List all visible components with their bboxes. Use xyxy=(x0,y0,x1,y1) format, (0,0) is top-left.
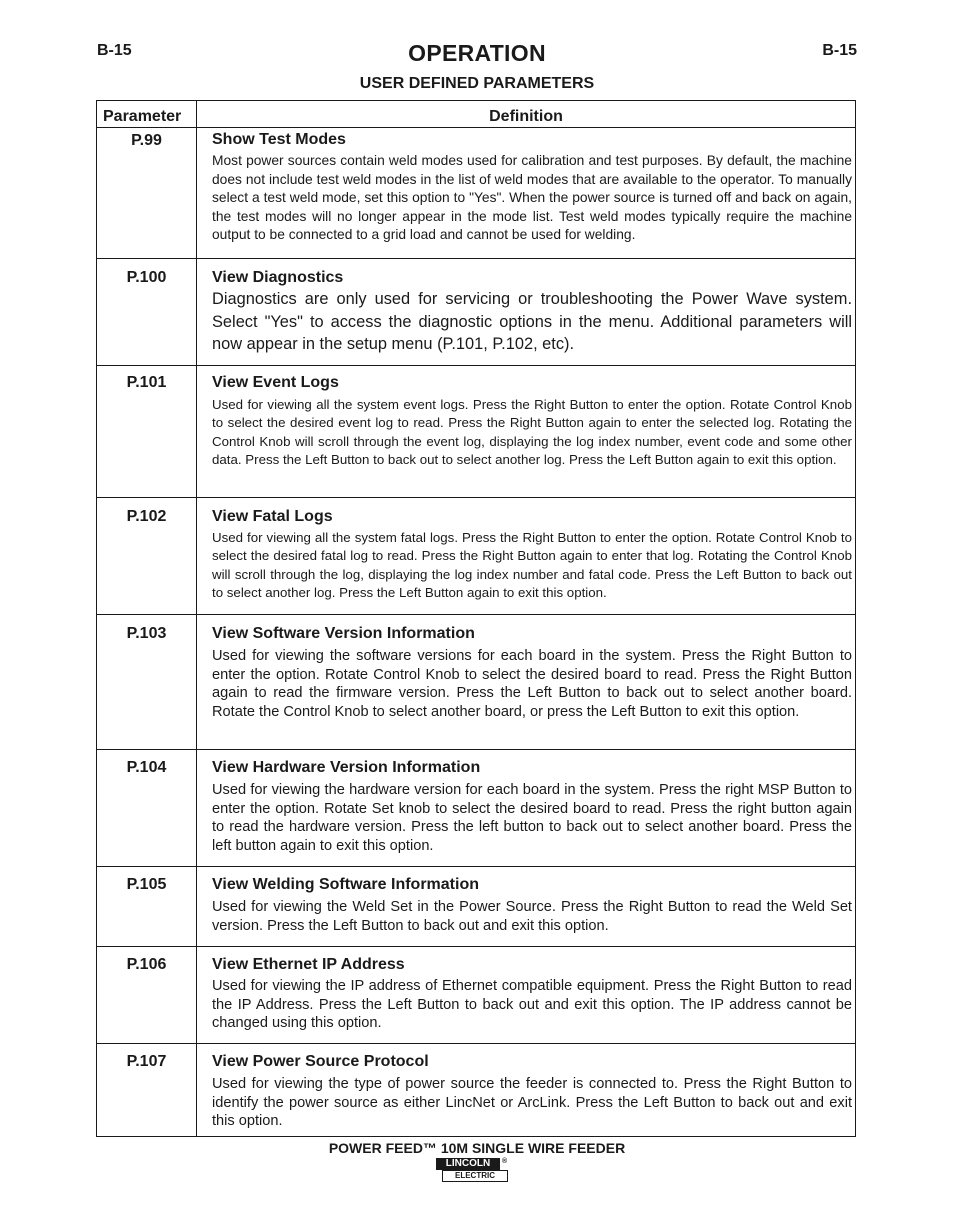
row-title: View Welding Software Information xyxy=(212,876,479,893)
row-divider xyxy=(97,497,855,498)
parameter-code: P.103 xyxy=(126,625,167,642)
row-title: View Diagnostics xyxy=(212,269,344,286)
parameter-code: P.102 xyxy=(126,508,167,525)
column-header-parameter: Parameter xyxy=(103,108,182,125)
parameter-code: P.104 xyxy=(126,759,167,776)
row-text: Used for viewing all the system fatal logs. Press the Right Button to enter the option. Rotate Control Knob to select the desired fatal log to read. Press the Right Button again to enter that log. Rotating the Control Knob will scroll through the log, displaying the log index number and fatal code. Press the Left Button to back out to select another log. Press the Left Button again to exit this option. xyxy=(212,530,852,601)
row-title: View Ethernet IP Address xyxy=(212,956,405,973)
row-title: Show Test Modes xyxy=(212,131,346,148)
logo-bottom-text: ELECTRIC xyxy=(442,1170,508,1182)
row-text: Used for viewing the type of power source the feeder is connected to. Press the Right Button to identify the power source as either LincNet or ArcLink. Press the Left Button to back out and exit this option. xyxy=(212,1076,852,1129)
parameters-table xyxy=(96,100,856,1137)
row-title: View Fatal Logs xyxy=(212,508,333,525)
row-text: Used for viewing the software versions for each board in the system. Press the Right Button to enter the option. Rotate Control Knob to select the desired board to read. Press the Right Button again to read the firmware version. Press the Left Button to back out to select another board. Rotate the Control Knob to select another board, or press the Left Button to exit this option. xyxy=(212,648,852,720)
parameter-code: P.105 xyxy=(126,876,167,893)
parameter-code: P.100 xyxy=(126,269,167,286)
page-code-left: B-15 xyxy=(97,42,132,59)
parameter-code: P.106 xyxy=(126,956,167,973)
parameter-code: P.107 xyxy=(126,1053,167,1070)
row-divider xyxy=(97,614,855,615)
row-text: Diagnostics are only used for servicing or troubleshooting the Power Wave system. Select "Yes" to access the diagnostic options in the menu. Additional parameters will now appear in the setup menu (P.101, P.102, etc). xyxy=(212,290,852,353)
row-divider xyxy=(97,946,855,947)
row-divider xyxy=(97,749,855,750)
row-text: Used for viewing all the system event logs. Press the Right Button to enter the option. Rotate Control Knob to select the desired event log to read. Press the Right Button again to enter the selected log. Rotating the Control Knob will scroll through the event log, displaying the log index number, event code and some other data. Press the Left Button to back out to select another log. Press the Left Button again to exit this option. xyxy=(212,397,852,468)
row-divider xyxy=(97,1043,855,1044)
row-divider xyxy=(97,866,855,867)
registered-mark: ® xyxy=(502,1158,508,1165)
row-text: Used for viewing the Weld Set in the Power Source. Press the Right Button to read the Weld Set version. Press the Left Button to back out and exit this option. xyxy=(212,899,852,934)
page-title: OPERATION xyxy=(408,40,546,66)
parameter-code: P.99 xyxy=(131,132,162,149)
row-title: View Software Version Information xyxy=(212,625,475,642)
row-text: Used for viewing the hardware version for each board in the system. Press the right MSP Button to enter the option. Rotate Set knob to select the desired board to read. Press the right button again to read the hardware version. Press the left button to back out to select another board. Press the left button again to exit this option. xyxy=(212,782,852,854)
row-divider xyxy=(97,258,855,259)
column-divider xyxy=(196,101,197,1136)
logo-top-text: LINCOLN xyxy=(436,1158,500,1170)
page-code-right: B-15 xyxy=(822,42,857,59)
row-title: View Power Source Protocol xyxy=(212,1053,429,1070)
parameter-code: P.101 xyxy=(126,374,167,391)
lincoln-electric-logo xyxy=(436,1158,508,1183)
column-header-definition: Definition xyxy=(489,108,563,125)
section-subtitle: USER DEFINED PARAMETERS xyxy=(359,75,595,92)
row-divider xyxy=(97,365,855,366)
row-divider xyxy=(97,127,855,128)
row-title: View Hardware Version Information xyxy=(212,759,481,776)
row-title: View Event Logs xyxy=(212,374,339,391)
row-text: Used for viewing the IP address of Ethernet compatible equipment. Press the Right Button to read the IP Address. Press the Left Button to back out and exit this option. The IP address cannot be changed using this option. xyxy=(212,978,852,1031)
row-text: Most power sources contain weld modes used for calibration and test purposes. By default, the machine does not include test weld modes in the list of weld modes that are available to the operator. To manually select a test weld mode, set this option to "Yes". When the power source is turned off and back on again, the test modes will no longer appear in the mode list. Test weld modes typically require the machine output to be connected to a grid load and cannot be used for welding. xyxy=(212,153,852,243)
product-name: POWER FEED™ 10M SINGLE WIRE FEEDER xyxy=(328,1140,626,1156)
